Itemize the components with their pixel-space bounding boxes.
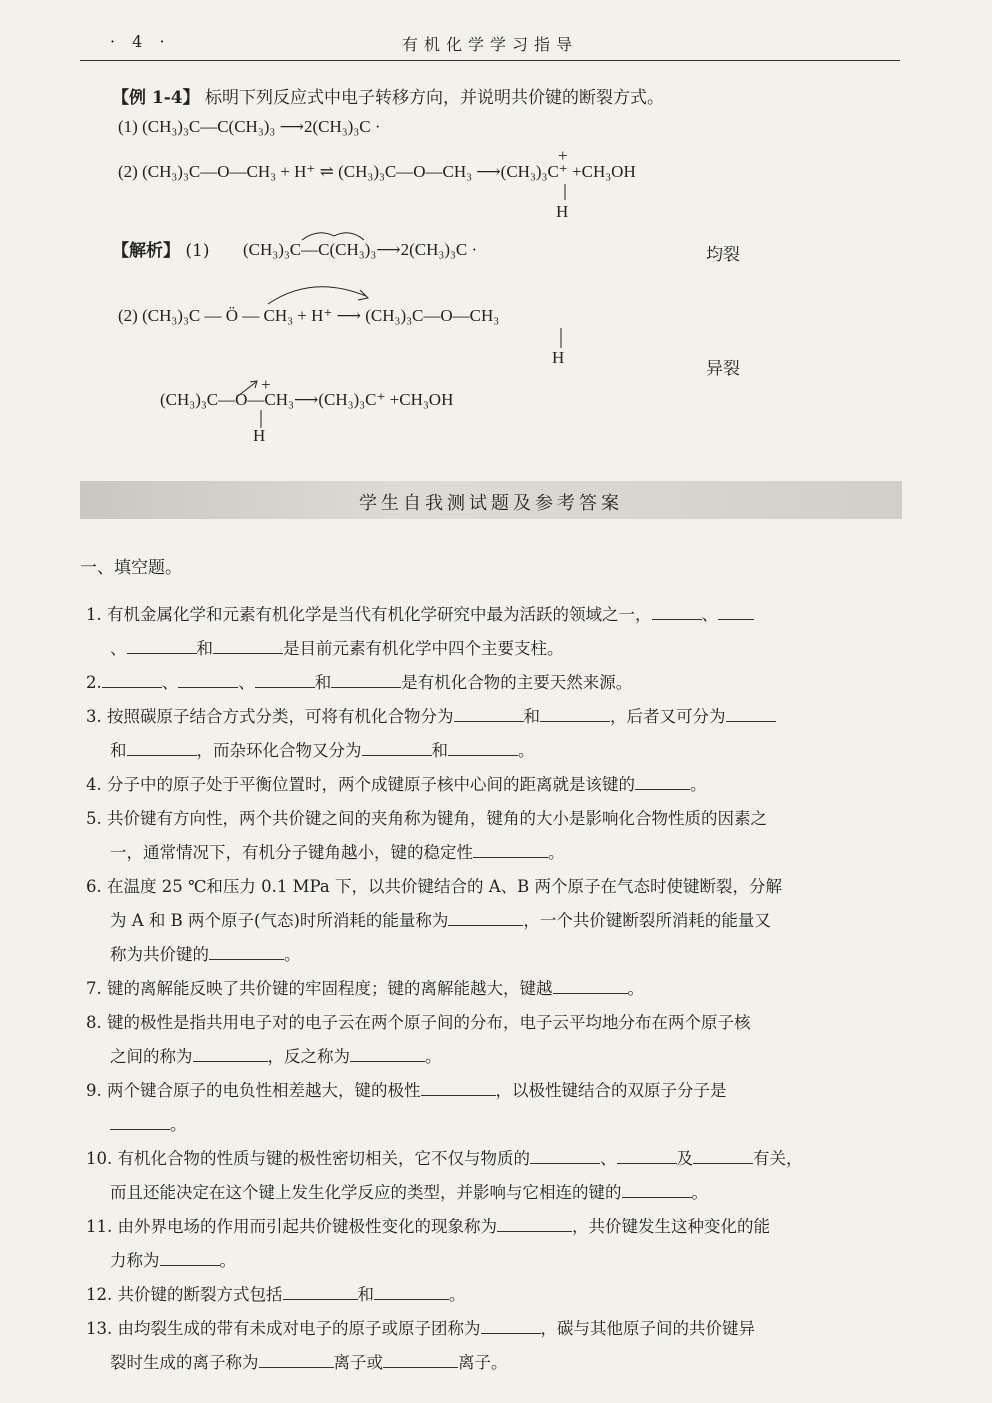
s2-equation [118, 306, 499, 326]
answer-blank[interactable] [481, 1317, 541, 1334]
example-label: 【例 1-4】 [112, 88, 200, 108]
question-list [86, 598, 902, 1380]
answer-blank[interactable] [283, 1283, 358, 1300]
page-number: · 4 · [110, 32, 171, 51]
answer-blank[interactable] [213, 637, 283, 654]
eq1-text: (CH₃)₃C—C(CH₃)₃ ⟶2(CH₃)₃C · [142, 117, 381, 136]
answer-blank[interactable] [259, 1351, 334, 1368]
answer-blank[interactable] [448, 739, 518, 756]
answer-blank[interactable] [255, 671, 315, 688]
answer-blank[interactable] [635, 773, 690, 790]
s2-text: (CH₃)₃C — Ö — CH₃ + H⁺ ⟶ (CH₃)₃C—O—CH₃ [142, 306, 500, 325]
answer-blank[interactable] [693, 1147, 753, 1164]
answer-blank[interactable] [497, 1215, 572, 1232]
question-9: 9. 两个键合原子的电负性相差越大，键的极性 ，以极性键结合的双原子分子是 [86, 1081, 727, 1100]
s3-arrow [234, 378, 264, 398]
section-banner [80, 481, 902, 519]
answer-blank[interactable] [102, 671, 162, 688]
question-6-cont2: 称为共价键的 。 [110, 945, 301, 964]
eq2-hydrogen: H [556, 202, 569, 221]
s3-plus-charge: + [261, 375, 271, 394]
s2-number: (2) [118, 306, 138, 325]
s2-hydrogen: H [552, 348, 565, 367]
question-1-cont: 、 和 是目前元素有机化学中四个主要支柱。 [110, 639, 564, 658]
answer-blank[interactable] [421, 1079, 496, 1096]
answer-blank[interactable] [178, 671, 238, 688]
answer-blank[interactable] [473, 841, 548, 858]
answer-blank[interactable] [718, 603, 754, 620]
question-10-cont: 而且还能决定在这个键上发生化学反应的类型，并影响与它相连的键的 。 [110, 1183, 708, 1202]
answer-blank[interactable] [622, 1181, 692, 1198]
s1-cleavage-type: 均裂 [706, 245, 740, 265]
s2-bond-vertical [556, 328, 566, 348]
question-8: 8. 键的极性是指共用电子对的电子云在两个原子间的分布，电子云平均地分布在两个原子核 [86, 1013, 751, 1032]
s2-cleavage-type: 异裂 [706, 359, 740, 379]
question-7: 7. 键的离解能反映了共价键的牢固程度；键的离解能越大，键越 。 [86, 979, 644, 998]
answer-blank[interactable] [127, 637, 197, 654]
solution-line-1 [112, 240, 210, 262]
answer-blank[interactable] [209, 943, 284, 960]
question-6-cont: 为 A 和 B 两个原子(气态)时所消耗的能量称为 ，一个共价键断裂所消耗的能量又 [110, 911, 771, 930]
question-5: 5. 共价键有方向性，两个共价键之间的夹角称为键角，键角的大小是影响化合物性质的因素之 [86, 809, 767, 828]
question-1: 1. 有机金属化学和元素有机化学是当代有机化学研究中最为活跃的领域之一， 、 [86, 598, 902, 632]
eq2-plus-charge: + [558, 146, 568, 165]
s3-hydrogen: H [253, 426, 266, 445]
answer-blank[interactable] [127, 739, 197, 756]
question-2: 2. 、 、 和 是有机化合物的主要天然来源。 [86, 673, 633, 692]
eq2-bond-vertical [560, 184, 570, 200]
answer-blank[interactable] [454, 705, 524, 722]
answer-blank[interactable] [110, 1113, 170, 1130]
section-banner-title: 学生自我测试题及参考答案 [359, 493, 623, 514]
question-10: 10. 有机化合物的性质与键的极性密切相关，它不仅与物质的 、 及 有关， [86, 1149, 803, 1168]
answer-blank[interactable] [193, 1045, 268, 1062]
answer-blank[interactable] [553, 977, 628, 994]
question-13: 13. 由均裂生成的带有未成对电子的原子或原子团称为 ，碳与其他原子间的共价键异 [86, 1319, 755, 1338]
answer-blank[interactable] [448, 909, 523, 926]
answer-blank[interactable] [617, 1147, 677, 1164]
page-header [80, 28, 900, 61]
question-13-cont: 裂时生成的离子称为 离子或 离子。 [110, 1353, 508, 1372]
s1-fishhook-arrows [298, 226, 368, 242]
answer-blank[interactable] [331, 671, 401, 688]
example-equation-1 [118, 117, 381, 137]
eq2-text: (CH₃)₃C—O—CH₃ + H⁺ ⇌ (CH₃)₃C—O—CH₃ ⟶(CH₃)₃C⁺ +CH₃OH [142, 162, 636, 181]
question-4: 4. 分子中的原子处于平衡位置时，两个成键原子核中心间的距离就是该键的 。 [86, 775, 707, 794]
s2-curved-arrow [262, 278, 382, 308]
question-12: 12. 共价键的断裂方式包括 和 。 [86, 1285, 466, 1304]
answer-blank[interactable] [362, 739, 432, 756]
question-6: 6. 在温度 25 ℃和压力 0.1 MPa 下，以共价键结合的 A、B 两个原子在气态时使键断裂，分解 [86, 877, 783, 896]
question-3: 3. 按照碳原子结合方式分类，可将有机化合物分为 和 ，后者又可分为 [86, 700, 902, 734]
s3-equation: (CH₃)₃C—O—CH₃⟶(CH₃)₃C⁺ +CH₃OH [160, 390, 454, 409]
part-title: 一、填空题。 [80, 558, 182, 578]
question-5-cont: 一，通常情况下，有机分子键角越小，键的稳定性 。 [110, 843, 565, 862]
eq1-number: (1) [118, 117, 138, 136]
s1-equation: (CH₃)₃C—C(CH₃)₃⟶2(CH₃)₃C · [243, 240, 478, 259]
answer-blank[interactable] [350, 1045, 425, 1062]
answer-blank[interactable] [540, 705, 610, 722]
answer-blank[interactable] [374, 1283, 449, 1300]
answer-blank[interactable] [652, 603, 702, 620]
question-8-cont: 之间的称为 ，反之称为 。 [110, 1047, 442, 1066]
question-11: 11. 由外界电场的作用而引起共价键极性变化的现象称为 ，共价键发生这种变化的能 [86, 1217, 770, 1236]
solution-label: 【解析】 [112, 241, 180, 261]
example-heading [112, 87, 664, 109]
book-title: 有机化学学习指导 [401, 35, 578, 54]
s1-number: (1) [185, 241, 210, 261]
answer-blank[interactable] [383, 1351, 458, 1368]
question-11-cont: 力称为 。 [110, 1251, 236, 1270]
eq2-number: (2) [118, 162, 138, 181]
question-9-cont: 。 [86, 1108, 902, 1142]
example-prompt: 标明下列反应式中电子转移方向，并说明共价键的断裂方式。 [205, 88, 665, 108]
answer-blank[interactable] [530, 1147, 600, 1164]
answer-blank[interactable] [726, 705, 776, 722]
answer-blank[interactable] [160, 1249, 220, 1266]
question-3-cont: 和 ，而杂环化合物又分为 和 。 [110, 741, 535, 760]
